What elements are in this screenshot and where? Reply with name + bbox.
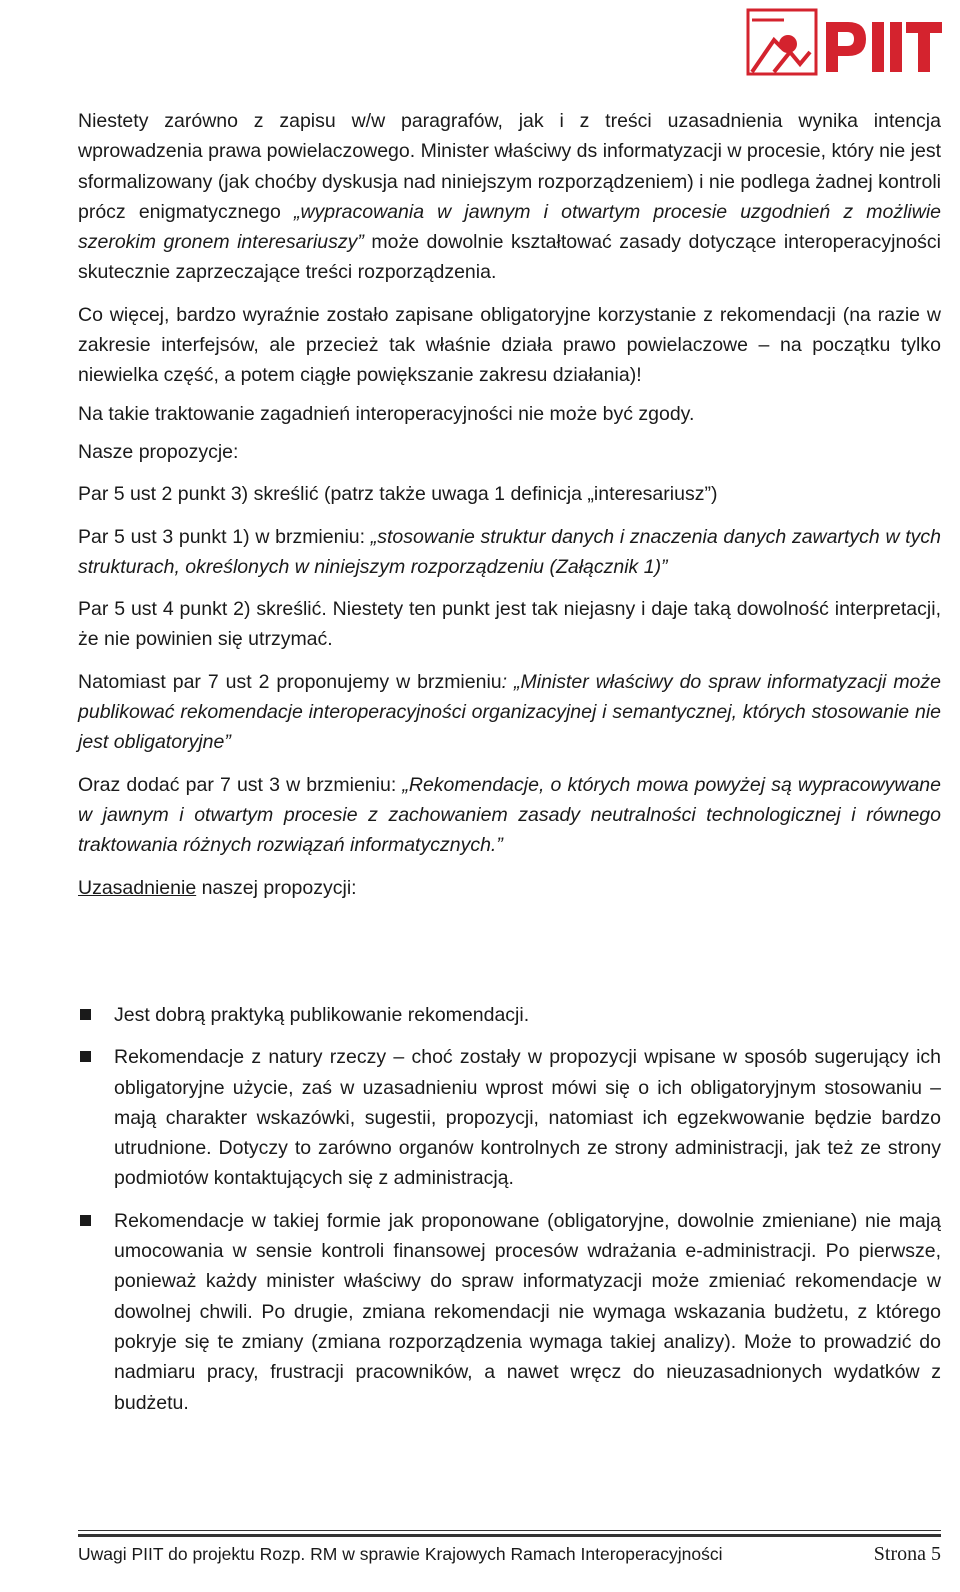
square-bullet-icon [80,1009,91,1020]
piit-logo [744,2,944,82]
page-number: Strona 5 [873,1543,941,1565]
footer-title: Uwagi PIIT do projektu Rozp. RM w sprawie Krajowych Ramach Interoperacyjności [78,1544,723,1564]
footer-divider [78,1530,941,1531]
square-bullet-icon [80,1215,91,1226]
square-bullet-icon [80,1051,91,1062]
proposal-par5-ust2: Par 5 ust 2 punkt 3) skreślić (patrz także uwaga 1 definicja „interesariusz”) [78,483,718,506]
justification-list [78,1000,941,1418]
heading-justification: Uzasadnienie naszej propozycji: [78,876,357,899]
proposal-par5-ust4: Par 5 ust 4 punkt 2) skreślić. Niestety ten punkt jest tak niejasny i daje taką dowolność interpretacji, że nie powinien się utrzymać. [78,598,941,651]
list-item: Rekomendacje z natury rzeczy – choć zostały w propozycji wpisane w sposób sugerujący ich obligatoryjne użycie, zaś w uzasadnieniu wprost mówi się o ich obligatoryjnym stosowaniu – mają charakter wskazówki, sugestii, propozycji, natomiast ich egzekwowanie będzie bardzo utrudnione. Dotyczy to zarówno organów kontrolnych ze strony administracji, jak też ze strony podmiotów kontaktujących się z administracją. [78,1042,941,1193]
proposal-par5-ust3: Par 5 ust 3 punkt 1) w brzmieniu: „stosowanie struktur danych i znaczenia danych zawartych w tych strukturach, określonych w niniejszym rozporządzeniu (Załącznik 1)” [78,525,941,578]
list-item: Jest dobrą praktyką publikowanie rekomendacji. [78,1000,941,1030]
heading-proposals: Nasze propozycje: [78,440,239,463]
list-item: Rekomendacje w takiej formie jak proponowane (obligatoryjne, dowolnie zmieniane) nie mają umocowania w sensie kontroli finansowej procesów wdrażania e-administracji. Po pierwsze, ponieważ każdy minister właściwy do spraw informatyzacji może zmieniać rekomendacje w dowolnej chwili. Po drugie, zmiana rekomendacji nie wymaga wskazania budżetu, z którego pokryje się te zmiany (zmiana rozporządzenia wymaga takiej analizy). Może to prowadzić do nadmiaru pracy, frustracji pracowników, a nawet wręcz do nieuzasadnionych wydatków z budżetu. [78,1206,941,1418]
paragraph-intro: Niestety zarówno z zapisu w/w paragrafów, jak i z treści uzasadnienia wynika intencja wprowadzenia prawa powielaczowego. Minister właściwy ds informatyzacji w procesie, który nie jest sformalizowany (jak choćby dyskusja nad niniejszym rozporządzeniem) i nie podlega żadnej kontroli prócz enigmatycznego „wypracowania w jawnym i otwartym procesie uzgodnień z możliwie szerokim gronem interesariuszy” może dowolnie kształtować zasady dotyczące interoperacyjności skutecznie zaprzeczające treści rozporządzenia. [78,110,941,284]
footer-divider-thick [78,1534,941,1537]
proposal-par7-ust3: Oraz dodać par 7 ust 3 w brzmieniu: „Rekomendacje, o których mowa powyżej są wypracowywane w jawnym i otwartym procesie z zachowaniem zasady neutralności technologicznej i równego traktowania różnych rozwiązań informatycznych.” [78,773,941,857]
paragraph-no-agreement: Na takie traktowanie zagadnień interoperacyjności nie może być zgody. [78,402,695,425]
quote-process: „wypracowania w jawnym i otwartym procesie uzgodnień z możliwie szerokim gronem interesariuszy” [78,200,941,254]
document-body [78,106,941,903]
paragraph-obligatory: Co więcej, bardzo wyraźnie zostało zapisane obligatoryjne korzystanie z rekomendacji (na razie w zakresie interfejsów, ale przecież tak właśnie działa prawo powielaczowe – na początku tylko niewielka część, a potem ciągłe powiększanie zakresu działania)! [78,303,941,387]
proposal-par7-ust2: Natomiast par 7 ust 2 proponujemy w brzmieniu: „Minister właściwy do spraw informatyzacji może publikować rekomendacje interoperacyjności organizacyjnej i semantycznej, których stosowanie nie jest obligatoryjne” [78,670,941,754]
